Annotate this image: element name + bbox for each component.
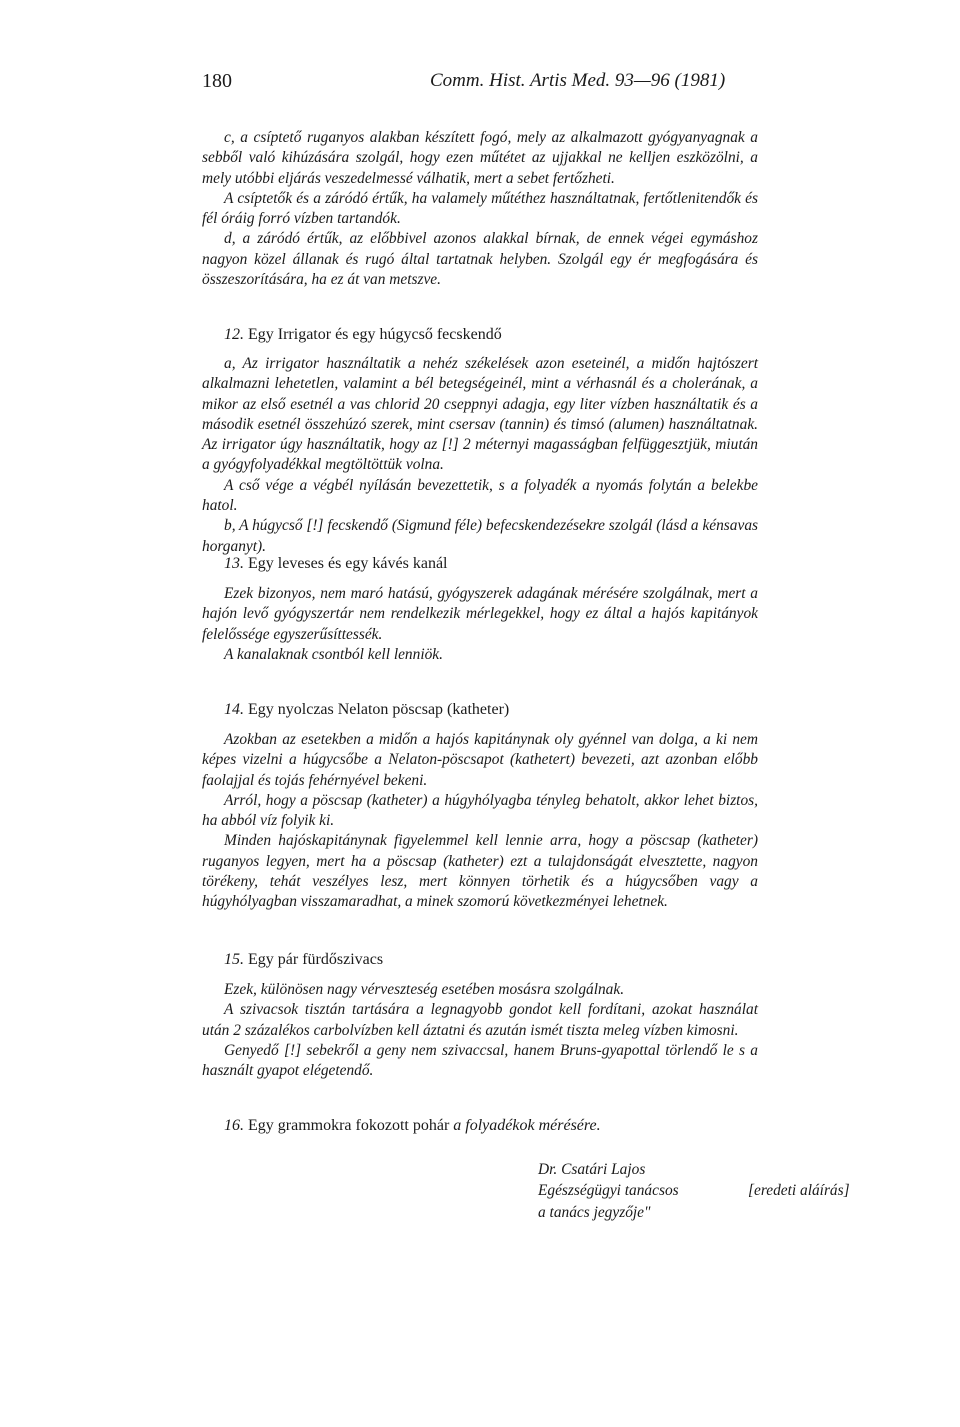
signature-note: [eredeti aláírás] xyxy=(748,1182,850,1199)
journal-citation: Comm. Hist. Artis Med. 93—96 (1981) xyxy=(430,70,726,91)
item-14-heading xyxy=(224,701,509,719)
signature-name: Dr. Csatári Lajos xyxy=(538,1161,646,1178)
signature-role: Egészségügyi tanácsos xyxy=(538,1182,679,1199)
item-title-italic: a folyadékok mérésére. xyxy=(453,1117,601,1134)
section-c xyxy=(202,128,758,290)
item-title: Egy grammokra fokozott pohár xyxy=(248,1117,450,1134)
signature-office: a tanács jegyzője" xyxy=(538,1204,651,1221)
paragraph: A csíptetők és a záródó értűk, ha valamely műtéthez használtatnak, fertőtlenitendők és fél óráig forró vízben tartandók. xyxy=(202,189,758,228)
item-title: Egy pár fürdőszivacs xyxy=(248,951,384,968)
item-title: Egy nyolczas Nelaton pöscsap (katheter) xyxy=(248,701,510,718)
paragraph: Arról, hogy a pöscsap (katheter) a húgyhólyagba tényleg behatolt, akkor lehet biztos, ha abból víz folyik ki. xyxy=(202,791,758,830)
paragraph: Genyedő [!] sebekről a geny nem szivaccsal, hanem Bruns-gyapottal törlendő le s a használt gyapot elégetendő. xyxy=(202,1041,758,1080)
paragraph: A szivacsok tisztán tartására a legnagyobb gondot kell fordítani, azokat használat után 2 százalékos carbolvízben kell áztatni és azután ismét tiszta meleg vízben kimosni. xyxy=(202,1001,758,1039)
paragraph: a, Az irrigator használtatik a nehéz székelések azon eseteinél, a midőn hajtószert alkalmazni lehetetlen, valamint a bél betegségeinél, mint a vérhasnál és a cholerának, a mikor az első esetnél a vas chlorid 20 cseppnyi adagja, egy liter vízben használtatik és a második esetnél összehúzó szerek, mint csersav (tannin) és timsó (alumen) használtatnak. Az irrigator úgy használtatik, hogy az [!] 2 méternyi magasságban felfüggesztjük, miután a gyógyfolyadékkal megtöltöttük volna. xyxy=(202,355,758,474)
item-number: 15. xyxy=(224,951,244,968)
item-number: 13. xyxy=(224,555,244,572)
paragraph: Minden hajóskapitánynak figyelemmel kell lennie arra, hogy a pöscsap (katheter) ruganyos legyen, mert ha a pöscsap (katheter) ezt a tulajdonságát elvesztette, nagyon törékeny, tehát veszélyes lesz, mert könnyen törhetik és a húgycsőben vagy a húgyhólyagban visszamaradhat, a minek szomorú következményei lehetnek. xyxy=(202,832,758,911)
item-number: 14. xyxy=(224,701,244,718)
page-header xyxy=(202,70,762,100)
paragraph: d, a záródó értűk, az előbbivel azonos alakkal bírnak, de ennek végei egymáshoz nagyon közel állanak és rugó által tartatnak helyben. Szolgál egy ér megfogására és összeszorítására, ha ez át van metszve. xyxy=(202,230,758,289)
paragraph: b, A húgycső [!] fecskendő (Sigmund féle) befecskendezésekre szolgál (lásd a kénsavas horganyt). xyxy=(202,517,758,555)
item-14-body xyxy=(202,730,758,913)
item-16-heading xyxy=(224,1117,601,1135)
item-number: 16. xyxy=(224,1117,244,1134)
paragraph: Ezek, különösen nagy vérveszteség esetében mosásra szolgálnak. xyxy=(224,981,625,998)
item-12-heading xyxy=(224,326,502,344)
item-12-body xyxy=(202,354,758,557)
item-title: Egy leveses és egy kávés kanál xyxy=(248,555,448,572)
page-number: 180 xyxy=(202,70,232,92)
paragraph: c, a csíptető ruganyos alakban készített fogó, mely az alkalmazott gyógyanyagnak a sebből való kihúzására szolgál, hogy ezen műtétet az ujjakkal ne kelljen eszközölni, a mely utóbbi eljárás veszedelmessé válhatik, mert a sebet fertőzheti. xyxy=(202,129,758,187)
item-15-heading xyxy=(224,951,383,969)
item-15-body xyxy=(202,980,758,1081)
paragraph: Azokban az esetekben a midőn a hajós kapitánynak oly gyénnel van dolga, a ki nem képes vizelni a húgycsőbe a Nelaton-pöscsapot (kathetert) bevezeti, azt azonban előbb faolajjal és tojás fehérnyével bekeni. xyxy=(202,731,758,789)
item-13-heading xyxy=(224,555,447,573)
item-13-body xyxy=(202,584,758,665)
paragraph: A cső vége a végbél nyílásán bevezettetik, s a folyadék a nyomás folytán a belekbe hatol. xyxy=(202,476,758,515)
item-number: 12. xyxy=(224,326,244,343)
paragraph: A kanalaknak csontból kell lenniök. xyxy=(224,645,443,663)
item-title: Egy Irrigator és egy húgycső fecskendő xyxy=(248,326,502,343)
paragraph: Ezek bizonyos, nem maró hatású, gyógyszerek adagának mérésére szolgálnak, mert a hajón levő gyógyszertár nem rendelkezik mérlegekkel, hogy ez által a hajós kapitányok felelőssége egyszerűsíttessék. xyxy=(202,585,758,643)
